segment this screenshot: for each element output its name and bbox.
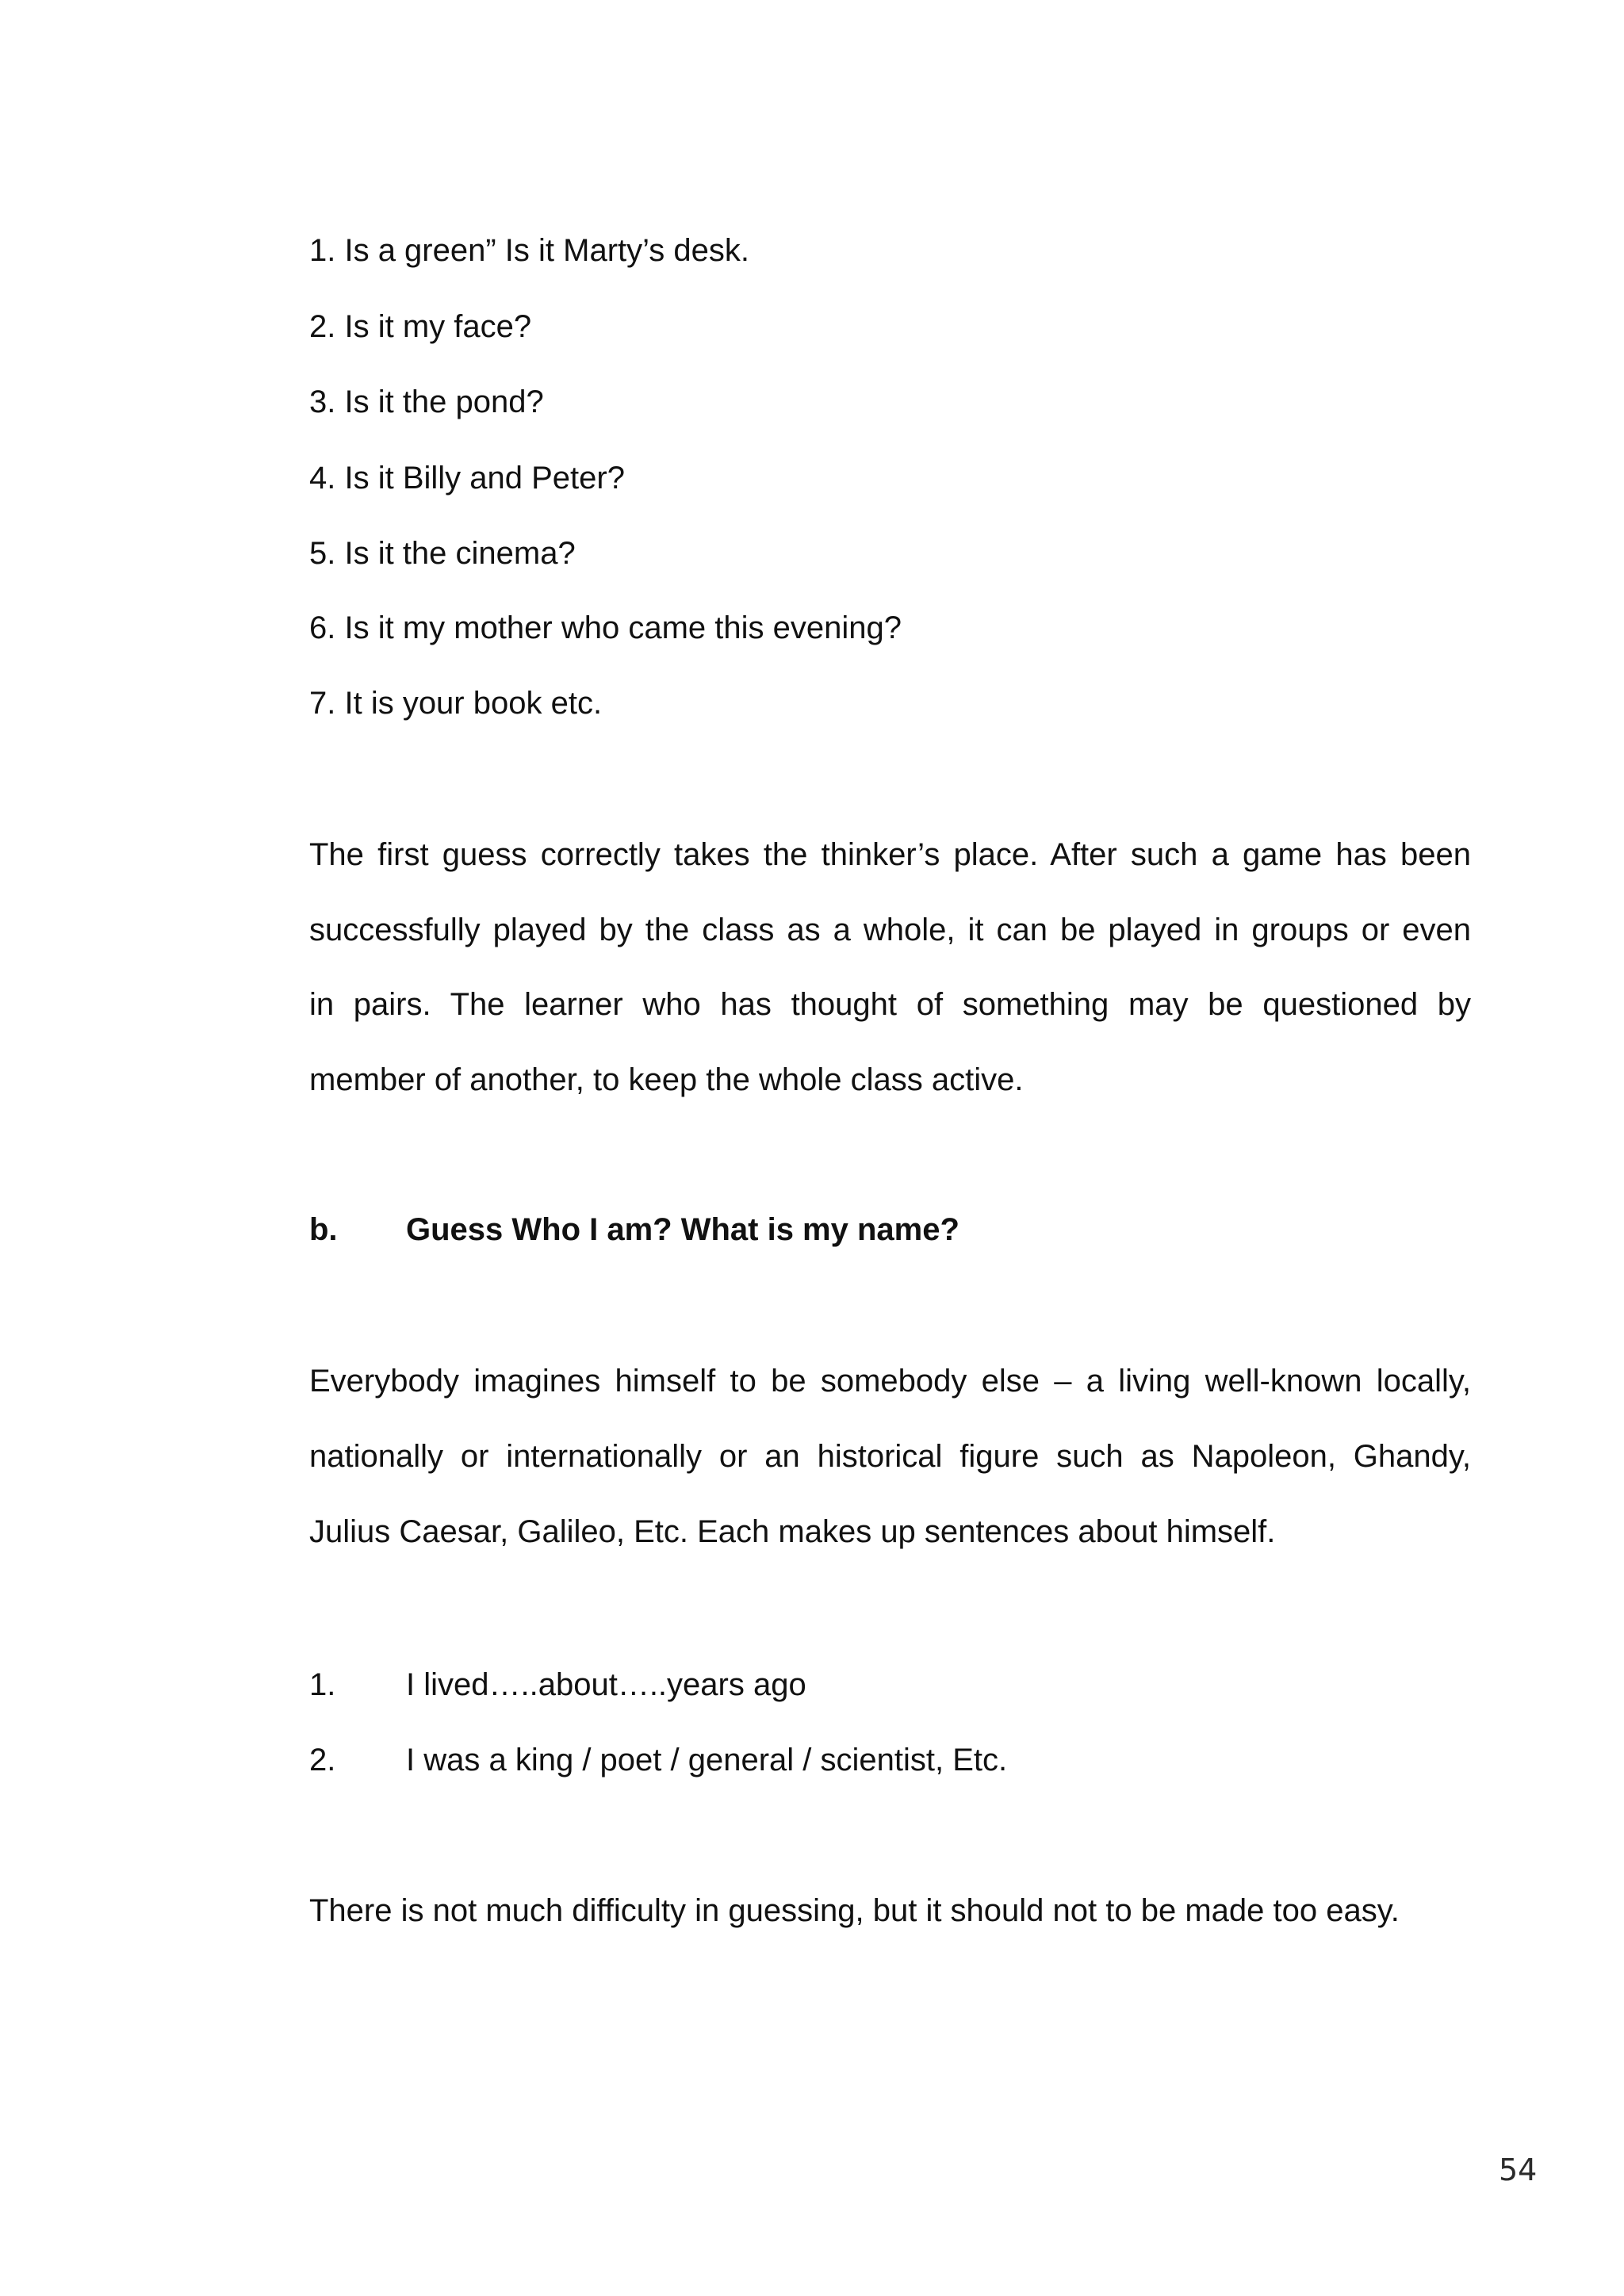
page-number: 54 bbox=[1499, 2152, 1538, 2187]
paragraph-line: nationally or internationally or an historical figure such as Napoleon, Ghandy, bbox=[309, 1439, 1471, 1474]
sentence-item-number: 1. bbox=[309, 1667, 336, 1702]
question-item: 1. Is a green” Is it Marty’s desk. bbox=[309, 233, 750, 268]
question-item: 4. Is it Billy and Peter? bbox=[309, 461, 625, 496]
paragraph-line: Julius Caesar, Galileo, Etc. Each makes up sentences about himself. bbox=[309, 1514, 1276, 1549]
section-heading-label: b. bbox=[309, 1212, 338, 1247]
paragraph-line: Everybody imagines himself to be somebody else – a living well-known locally, bbox=[309, 1364, 1471, 1399]
paragraph-line: The first guess correctly takes the thinker’s place. After such a game has been bbox=[309, 837, 1471, 872]
sentence-item-text: I was a king / poet / general / scientist, Etc. bbox=[406, 1743, 1008, 1777]
question-item: 2. Is it my face? bbox=[309, 309, 532, 344]
sentence-item-text: I lived…..about…..years ago bbox=[406, 1667, 806, 1702]
question-item: 7. It is your book etc. bbox=[309, 686, 603, 721]
question-item: 6. Is it my mother who came this evening? bbox=[309, 610, 902, 645]
question-item: 5. Is it the cinema? bbox=[309, 536, 576, 571]
question-item: 3. Is it the pond? bbox=[309, 385, 544, 419]
paragraph-line: successfully played by the class as a whole, it can be played in groups or even bbox=[309, 913, 1471, 947]
section-heading bbox=[309, 1211, 959, 1249]
sentence-item bbox=[309, 1666, 806, 1704]
sentence-item-number: 2. bbox=[309, 1743, 336, 1777]
closing-line: There is not much difficulty in guessing, but it should not to be made too easy. bbox=[309, 1893, 1400, 1928]
paragraph-line: member of another, to keep the whole class active. bbox=[309, 1062, 1024, 1097]
paragraph-line: in pairs. The learner who has thought of something may be questioned by bbox=[309, 987, 1471, 1022]
section-heading-title: Guess Who I am? What is my name? bbox=[406, 1212, 959, 1247]
sentence-item bbox=[309, 1741, 1007, 1779]
